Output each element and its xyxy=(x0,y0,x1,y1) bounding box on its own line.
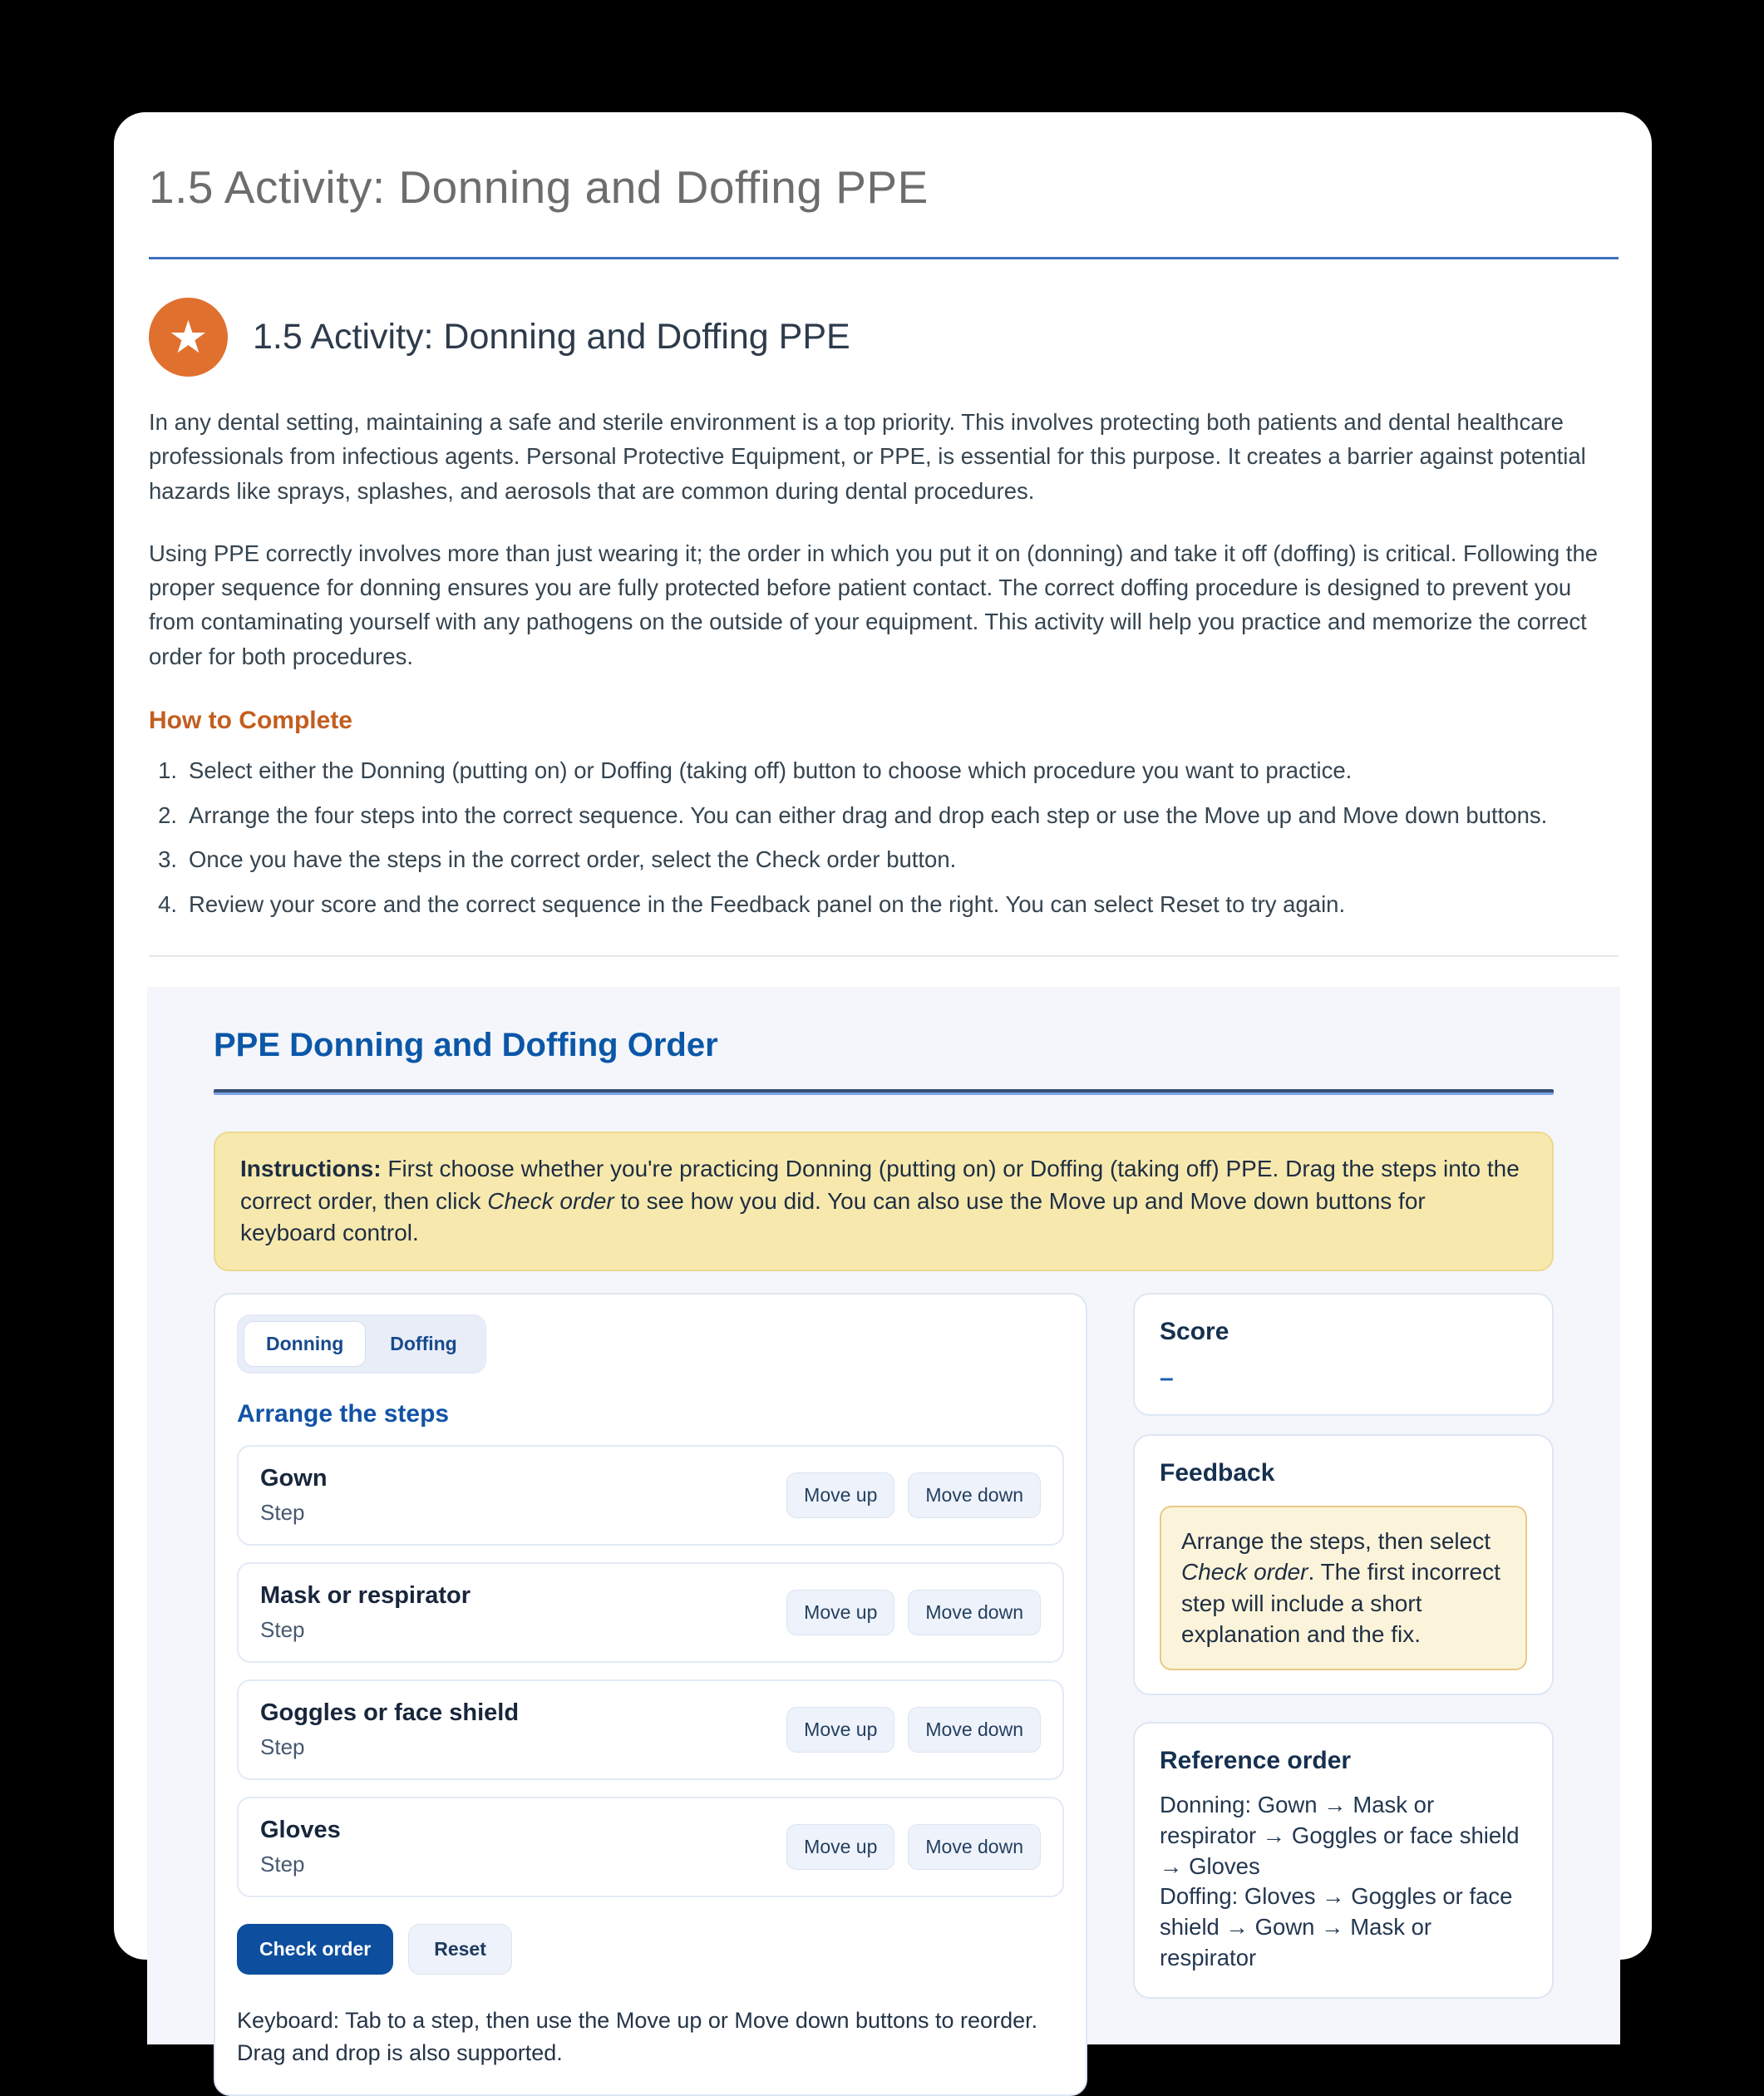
move-up-button[interactable]: Move up xyxy=(786,1707,894,1753)
step-row-goggles[interactable] xyxy=(237,1679,1064,1780)
feedback-message: Arrange the steps, then select xyxy=(1181,1527,1491,1554)
list-item-text: Arrange the four steps into the correct sequence. You can either drag and drop each step or use the Move up and Move down buttons. xyxy=(189,801,1548,828)
activity-body xyxy=(214,1293,1554,2096)
feedback-heading: Feedback xyxy=(1160,1458,1275,1487)
keyboard-hint: Keyboard: Tab to a step, then use the Move up or Move down buttons to reorder. Drag and drop is also supported. xyxy=(237,2007,1038,2065)
reset-button[interactable]: Reset xyxy=(408,1924,512,1975)
arrange-steps-heading: Arrange the steps xyxy=(237,1399,450,1428)
move-down-button[interactable]: Move down xyxy=(908,1824,1041,1870)
step-subtitle: Step xyxy=(260,1851,305,1877)
feedback-message-box xyxy=(1160,1506,1527,1670)
feedback-card xyxy=(1133,1434,1554,1695)
reference-doffing-line: Doffing: Gloves → Goggles or face shield → Gown → Mask or respirator xyxy=(1160,1883,1513,1971)
step-actions xyxy=(786,1472,1041,1518)
move-down-button[interactable]: Move down xyxy=(908,1472,1041,1518)
score-heading: Score xyxy=(1160,1317,1229,1345)
donning-tab[interactable]: Donning xyxy=(244,1321,366,1367)
arrange-steps-card xyxy=(214,1293,1087,2096)
step-title: Mask or respirator xyxy=(260,1581,471,1609)
step-subtitle: Step xyxy=(260,1734,305,1759)
reference-order-card xyxy=(1133,1722,1554,1999)
move-up-button[interactable]: Move up xyxy=(786,1590,894,1635)
check-order-button[interactable]: Check order xyxy=(237,1924,393,1975)
page-title: 1.5 Activity: Donning and Doffing PPE xyxy=(149,161,929,213)
reference-order-heading: Reference order xyxy=(1160,1746,1352,1774)
list-item xyxy=(149,753,1619,788)
step-actions xyxy=(786,1707,1041,1753)
reference-donning-line: Donning: Gown → Mask or respirator → Goggles or face shield → Gloves xyxy=(1160,1791,1520,1879)
feedback-check-order-ref: Check order xyxy=(1181,1559,1308,1586)
activity-title: PPE Donning and Doffing Order xyxy=(214,1026,718,1063)
action-row xyxy=(237,1924,1064,1975)
mode-toggle xyxy=(237,1314,486,1373)
step-info xyxy=(260,1582,471,1643)
instructions-text-end: to see how you did. You can also use the Move up and Move down buttons for keyboard control. xyxy=(240,1187,1426,1246)
step-title: Gloves xyxy=(260,1816,341,1843)
ppe-activity-panel xyxy=(147,987,1620,2065)
instructions-text: First choose whether you're practicing Donning (putting on) or Doffing (taking off) PPE. Drag the steps into the correct order, then click xyxy=(240,1155,1520,1214)
step-info xyxy=(260,1817,341,1877)
how-to-complete-heading: How to Complete xyxy=(149,706,352,734)
instructions-label: Instructions: xyxy=(240,1155,382,1181)
feedback-message-end: . The first incorrect step will include a short explanation and the fix. xyxy=(1181,1559,1500,1648)
step-actions xyxy=(786,1824,1041,1870)
step-info xyxy=(260,1465,328,1526)
move-down-button[interactable]: Move down xyxy=(908,1707,1041,1753)
list-item-number: 3. xyxy=(158,846,177,873)
step-subtitle: Step xyxy=(260,1616,305,1642)
lesson-heading: 1.5 Activity: Donning and Doffing PPE xyxy=(253,317,850,357)
feedback-column xyxy=(1133,1293,1554,1999)
step-row-mask[interactable] xyxy=(237,1562,1064,1663)
star-icon: ★ xyxy=(149,298,228,377)
list-item-number: 4. xyxy=(158,891,177,918)
step-actions xyxy=(786,1590,1041,1635)
lesson-paragraph-1: In any dental setting, maintaining a safe and sterile environment is a top priority. This involves protecting both patients and dental healthcare professionals from infectious agents. Personal Protective Equipment, or PPE, is essential for this purpose. It creates a barrier against potential hazards like sprays, splashes, and aerosols that are common during dental procedures. xyxy=(149,409,1586,504)
step-row-gown[interactable] xyxy=(237,1445,1064,1546)
list-item-number: 2. xyxy=(158,801,177,828)
move-up-button[interactable]: Move up xyxy=(786,1824,894,1870)
content-divider xyxy=(149,955,1619,957)
step-subtitle: Step xyxy=(260,1499,305,1525)
doffing-tab[interactable]: Doffing xyxy=(367,1321,479,1367)
title-divider xyxy=(149,257,1619,259)
score-value: – xyxy=(1160,1364,1174,1392)
list-item xyxy=(149,842,1619,877)
step-title: Gown xyxy=(260,1464,328,1492)
list-item-text: Once you have the steps in the correct order, select the Check order button. xyxy=(189,846,957,873)
list-item xyxy=(149,798,1619,833)
step-title: Goggles or face shield xyxy=(260,1699,520,1726)
move-down-button[interactable]: Move down xyxy=(908,1590,1041,1635)
lesson-header xyxy=(149,298,1619,377)
content-page xyxy=(114,112,1652,2065)
step-row-gloves[interactable] xyxy=(237,1797,1064,1897)
activity-title-divider xyxy=(214,1089,1554,1095)
instructions-check-order-ref: Check order xyxy=(487,1187,614,1214)
list-item-number: 1. xyxy=(158,757,177,783)
list-item-text: Review your score and the correct sequence in the Feedback panel on the right. You can select Reset to try again. xyxy=(189,891,1346,918)
lesson-paragraph-2: Using PPE correctly involves more than just wearing it; the order in which you put it on (donning) and take it off (doffing) is critical. Following the proper sequence for donning ensures you are fully protected before patient contact. The correct doffing procedure is designed to prevent you from contaminating yourself with any pathogens on the outside of your equipment. This activity will help you practice and memorize the correct order for both procedures. xyxy=(149,540,1599,669)
list-item-text: Select either the Donning (putting on) or Doffing (taking off) button to choose which procedure you want to practice. xyxy=(189,757,1353,783)
score-card xyxy=(1133,1293,1554,1416)
instructions-callout xyxy=(214,1132,1554,1271)
how-to-complete-list xyxy=(149,753,1619,922)
list-item xyxy=(149,887,1619,922)
move-up-button[interactable]: Move up xyxy=(786,1472,894,1518)
step-info xyxy=(260,1699,519,1760)
